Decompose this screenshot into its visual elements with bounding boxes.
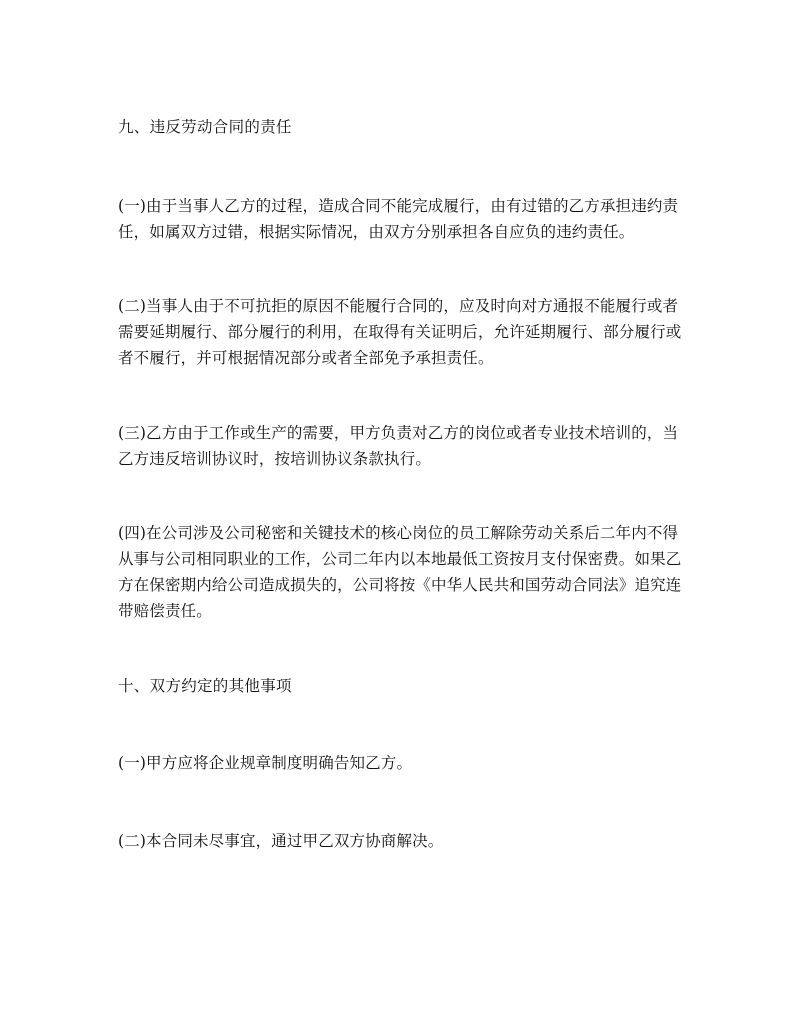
paragraph-line: (四)在公司涉及公司秘密和关键技术的核心岗位的员工解除劳动关系后二年内不得 — [118, 524, 679, 542]
paragraph-line: 者不履行，并可根据情况部分或者全部免予承担责任。 — [118, 349, 494, 367]
paragraph-line: 乙方违反培训协议时，按培训协议条款执行。 — [118, 450, 432, 468]
paragraph-line: 需要延期履行、部分履行的利用，在取得有关证明后，允许延期履行、部分履行或 — [118, 323, 682, 341]
section-10-heading: 十、双方约定的其他事项 — [118, 677, 292, 695]
paragraph-line: (二)当事人由于不可抗拒的原因不能履行合同的，应及时向对方通报不能履行或者 — [118, 297, 679, 315]
paragraph-line: (二)本合同未尽事宜，通过甲乙双方协商解决。 — [118, 832, 444, 850]
paragraph-line: 方在保密期内给公司造成损失的，公司将按《中华人民共和国劳动合同法》追究连 — [118, 576, 682, 594]
section-9-heading: 九、违反劳动合同的责任 — [118, 118, 292, 136]
paragraph-line: 带赔偿责任。 — [118, 602, 212, 620]
paragraph-line: (三)乙方由于工作或生产的需要，甲方负责对乙方的岗位或者专业技术培训的，当 — [118, 424, 679, 442]
paragraph-line: 任，如属双方过错，根据实际情况，由双方分别承担各自应负的违约责任。 — [118, 223, 635, 241]
paragraph-line: (一)由于当事人乙方的过程，造成合同不能完成履行，由有过错的乙方承担违约责 — [118, 197, 679, 215]
paragraph-line: 从事与公司相同职业的工作，公司二年内以本地最低工资按月支付保密费。如果乙 — [118, 550, 682, 568]
paragraph-line: (一)甲方应将企业规章制度明确告知乙方。 — [118, 754, 413, 772]
